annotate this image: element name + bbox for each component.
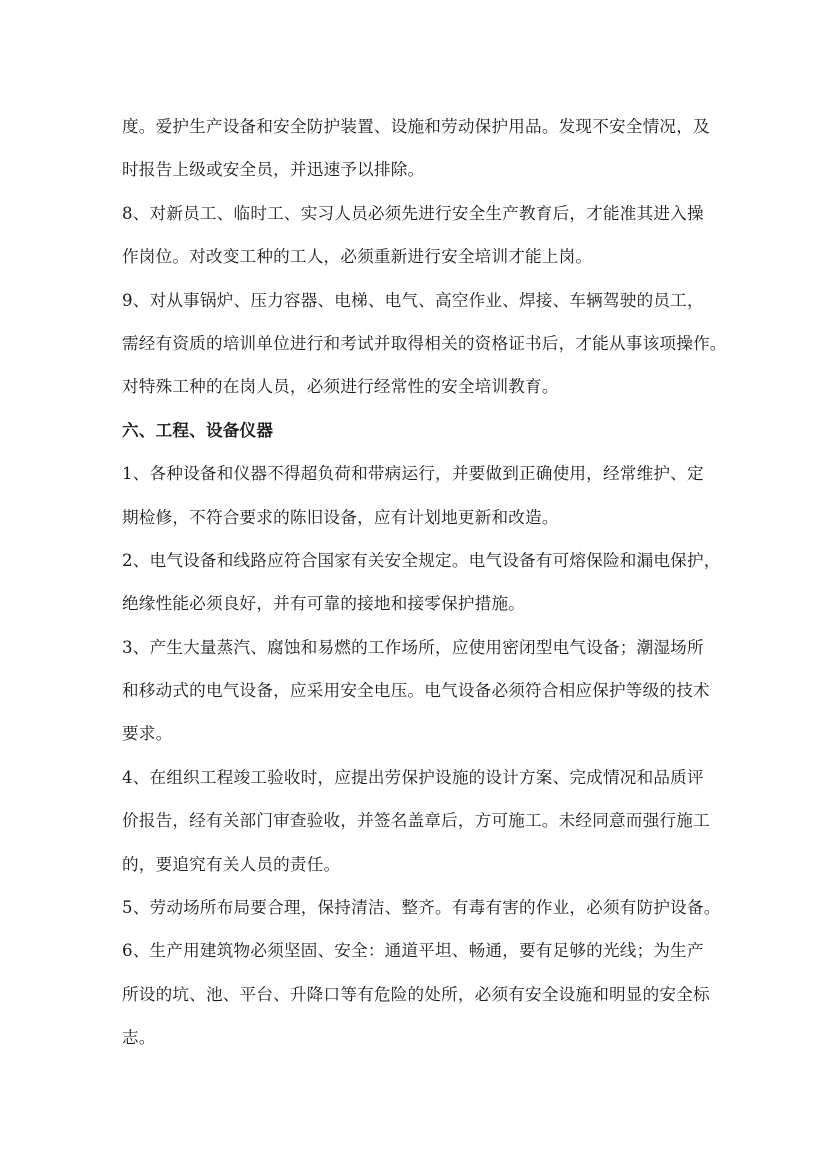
text-line: 作岗位。对改变工种的工人，必须重新进行安全培训才能上岗。 xyxy=(122,247,593,267)
text-line: 3、产生大量蒸汽、腐蚀和易燃的工作场所，应使用密闭型电气设备；潮湿场所 xyxy=(122,637,704,657)
paragraph xyxy=(122,539,722,626)
text-line: 要求。 xyxy=(122,724,173,744)
text-line: 期检修，不符合要求的陈旧设备，应有计划地更新和改造。 xyxy=(122,507,559,527)
text-line: 2、电气设备和线路应符合国家有关安全规定。电气设备有可熔保险和漏电保护， xyxy=(122,550,721,570)
text-line: 9、对从事锅炉、压力容器、电梯、电气、高空作业、焊接、车辆驾驶的员工， xyxy=(122,290,704,310)
paragraph xyxy=(122,279,727,409)
paragraph xyxy=(122,929,722,1059)
text-line: 志。 xyxy=(122,1028,156,1048)
paragraph xyxy=(122,886,722,929)
text-line: 绝缘性能必须良好，并有可靠的接地和接零保护措施。 xyxy=(122,594,526,614)
text-line: 和移动式的电气设备，应采用安全电压。电气设备必须符合相应保护等级的技术 xyxy=(122,681,710,701)
document-page xyxy=(122,105,727,1060)
paragraph xyxy=(122,626,722,756)
text-line: 价报告，经有关部门审查验收，并签名盖章后，方可施工。未经同意而强行施工 xyxy=(122,811,710,831)
paragraph xyxy=(122,452,722,539)
paragraph xyxy=(122,756,722,886)
text-line: 的，要追究有关人员的责任。 xyxy=(122,854,341,874)
text-line: 1、各种设备和仪器不得超负荷和带病运行，并要做到正确使用，经常维护、定 xyxy=(122,464,704,484)
text-line: 需经有资质的培训单位进行和考试并取得相关的资格证书后，才能从事该项操作。 xyxy=(122,333,727,353)
text-line: 所设的坑、池、平台、升降口等有危险的处所，必须有安全设施和明显的安全标 xyxy=(122,984,710,1004)
text-line: 六、工程、设备仪器 xyxy=(122,419,274,440)
text-line: 4、在组织工程竣工验收时，应提出劳保护设施的设计方案、完成情况和品质评 xyxy=(122,767,704,787)
paragraph xyxy=(122,192,722,279)
section-heading xyxy=(122,409,722,452)
text-line: 时报告上级或安全员，并迅速予以排除。 xyxy=(122,160,425,180)
text-line: 8、对新员工、临时工、实习人员必须先进行安全生产教育后，才能准其进入操 xyxy=(122,203,704,223)
paragraph xyxy=(122,105,722,192)
text-line: 对特殊工种的在岗人员，必须进行经常性的安全培训教育。 xyxy=(122,377,559,397)
text-line: 6、生产用建筑物必须坚固、安全：通道平坦、畅通，要有足够的光线；为生产 xyxy=(122,941,704,961)
text-line: 5、劳动场所布局要合理，保持清洁、整齐。有毒有害的作业，必须有防护设备。 xyxy=(122,898,721,918)
text-line: 度。爱护生产设备和安全防护装置、设施和劳动保护用品。发现不安全情况，及 xyxy=(122,117,710,136)
